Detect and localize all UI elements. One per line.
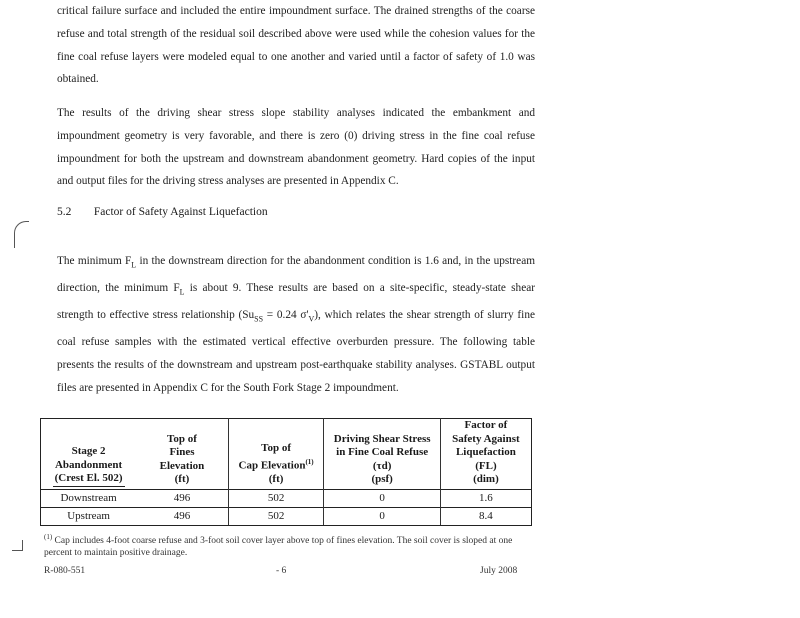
- cell-fines-elevation: 496: [136, 489, 228, 507]
- footnote-text: Cap includes 4-foot coarse refuse and 3-foot soil cover layer above top of fines elevation. The soil cover is sloped at one percent to maintain positive drainage.: [44, 536, 513, 559]
- subscript: SS: [254, 314, 264, 324]
- cell-driving-stress: 0: [324, 507, 440, 525]
- subscript: L: [131, 260, 137, 270]
- header-top-of-cap: [228, 419, 324, 490]
- section-number: 5.2: [57, 206, 72, 218]
- cell-driving-stress: 0: [324, 489, 440, 507]
- text-run: The minimum F: [57, 255, 132, 267]
- header-text: (FL): [475, 459, 497, 472]
- header-text: Stage 2: [71, 445, 106, 457]
- table-footnote: [44, 531, 534, 559]
- header-text: (ft): [174, 473, 190, 485]
- header-top-of-fines: [136, 419, 228, 490]
- header-text: Elevation: [159, 459, 205, 472]
- section-heading: [57, 206, 268, 218]
- table-row-upstream: [41, 507, 532, 525]
- section-title: Factor of Safety Against Liquefaction: [93, 206, 268, 218]
- header-text: in Fine Coal Refuse: [336, 446, 429, 458]
- scan-margin-mark-lower: [12, 540, 23, 551]
- footer-page-number: - 6: [276, 566, 287, 576]
- header-text: [232, 456, 321, 473]
- header-text: Factor of: [464, 419, 508, 431]
- footer-date: July 2008: [480, 566, 518, 576]
- cell-direction: Downstream: [41, 489, 137, 507]
- cell-fines-elevation: 496: [136, 507, 228, 525]
- header-text: (τd): [372, 459, 392, 472]
- subscript: L: [179, 287, 185, 297]
- header-text: Top of: [167, 432, 197, 445]
- header-text: (psf): [371, 473, 393, 485]
- header-text: (ft): [268, 473, 284, 485]
- header-text: Abandonment: [54, 458, 123, 471]
- header-driving-shear-stress: [324, 419, 440, 490]
- header-factor-of-safety: [440, 419, 531, 490]
- cell-cap-elevation: 502: [228, 507, 324, 525]
- cell-cap-elevation: 502: [228, 489, 324, 507]
- header-text: (Crest El. 502): [53, 472, 125, 487]
- header-text: Top of: [261, 442, 292, 455]
- paragraph-driving-stress-results: The results of the driving shear stress slope stability analyses indicated the embankment and impoundment geometry is very favorable, and there is zero (0) driving stress in the fine coal refuse impoundment for both the upstream and downstream abandonment geometry. Hard copies of the input and output files for the driving stress analyses are presented in Appendix C.: [57, 107, 535, 188]
- text-run: is about 9. These results are based on a site-specific, steady-state shear strength to effective stress relationship (Su: [57, 282, 535, 322]
- subscript: V: [308, 314, 315, 324]
- header-text: Driving Shear Stress: [333, 432, 431, 445]
- scan-margin-mark: [14, 221, 29, 248]
- text-run: ), which relates the shear strength of slurry fine coal refuse samples with the estimated vertical effective overburden pressure. The following table presents the results of the downstream and upstream post-earthquake stability analyses. GSTABL output files are presented in Appendix C for the South Fork Stage 2 impoundment.: [57, 309, 535, 394]
- text-run: = 0.24 σ': [263, 309, 309, 322]
- header-text: Liquefaction: [455, 446, 516, 458]
- footnote-mark: (1): [44, 533, 53, 541]
- table-row-downstream: [41, 489, 532, 507]
- header-stage: [41, 419, 137, 490]
- footnote-ref: (1): [305, 457, 314, 466]
- cell-factor-of-safety: 8.4: [440, 507, 531, 525]
- text-run: in the downstream direction for the abandonment condition is 1.6 and, in the upstream direction, the minimum F: [57, 255, 535, 295]
- cell-factor-of-safety: 1.6: [440, 489, 531, 507]
- header-text: (dim): [473, 473, 499, 485]
- liquefaction-results-table: [40, 418, 532, 526]
- header-text: [44, 472, 133, 487]
- paragraph-failure-surface: critical failure surface and included the entire impoundment surface. The drained strengths of the coarse refuse and total strength of the residual soil described above were used while the cohesion values for the fine coal refuse layers were modeled equal to one another and varied until a factor of safety of 1.0 was obtained.: [57, 5, 535, 86]
- footer-doc-id: R-080-551: [44, 566, 86, 576]
- header-text: Cap Elevation: [238, 459, 306, 472]
- paragraph-liquefaction-results: [57, 250, 535, 400]
- header-text: Fines: [169, 446, 195, 458]
- header-text: Safety Against: [452, 432, 520, 445]
- cell-direction: Upstream: [41, 507, 137, 525]
